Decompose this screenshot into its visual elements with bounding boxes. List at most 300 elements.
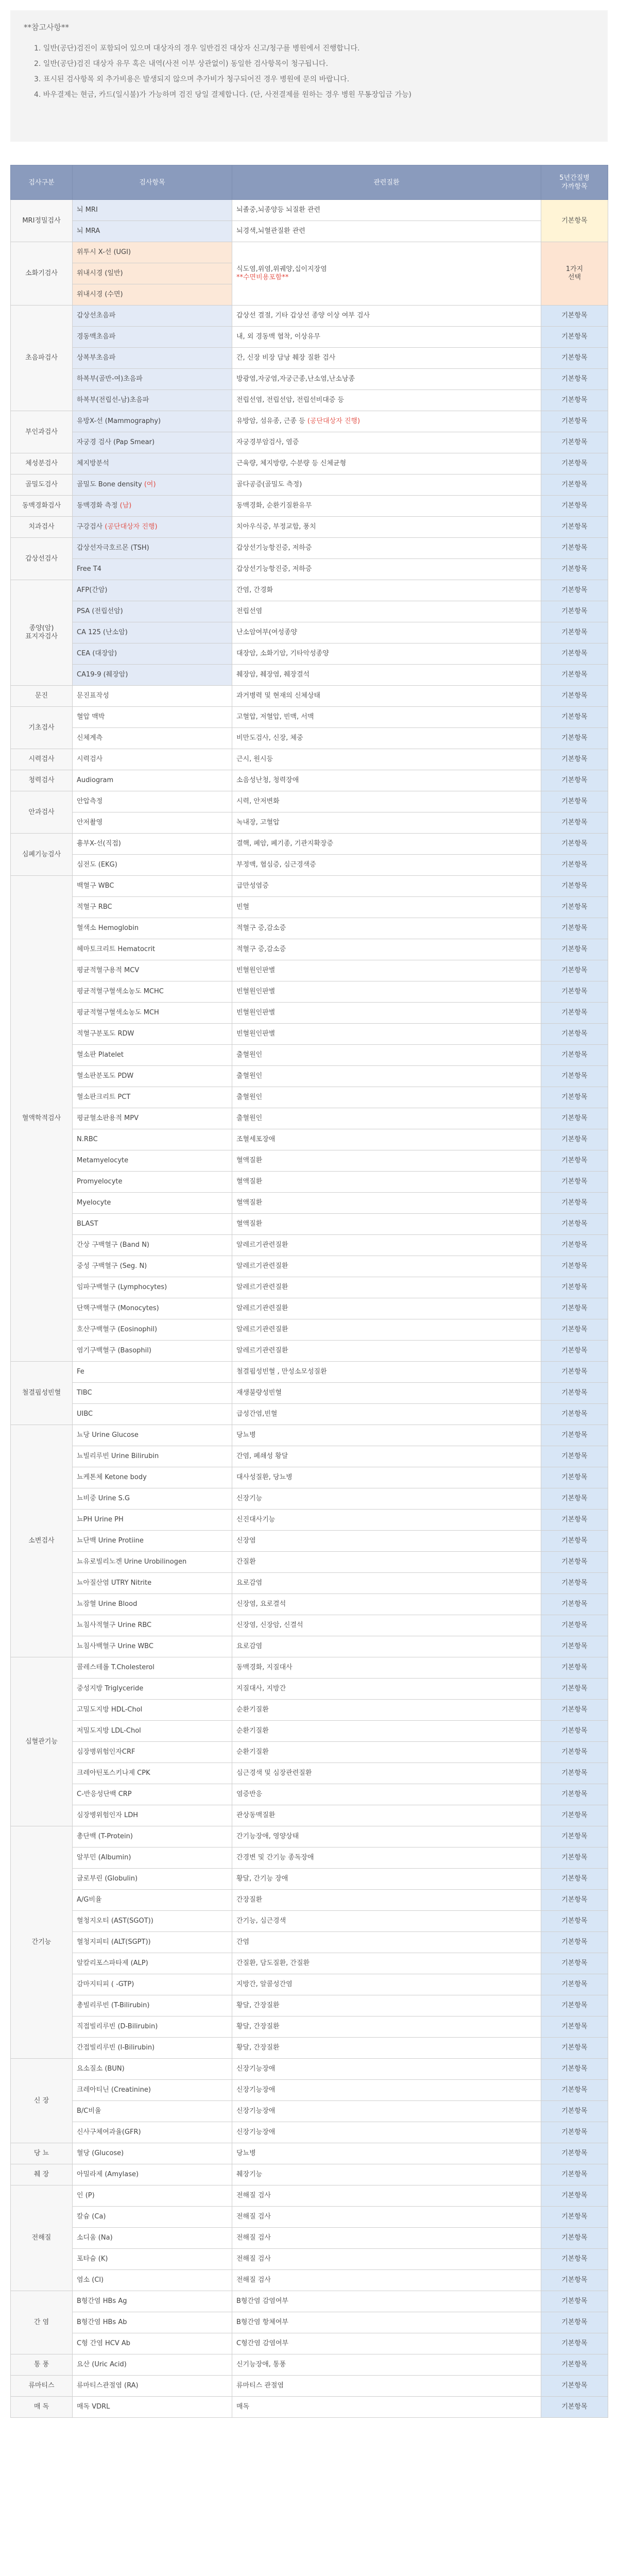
category-cell: 종양(암) 표지자검사: [11, 580, 73, 686]
disease-cell: 급성간염,빈혈: [232, 1404, 541, 1425]
value-cell: 기본항목: [541, 1763, 608, 1784]
value-cell: 기본항목: [541, 1425, 608, 1446]
disease-cell: 전해질 검사: [232, 2270, 541, 2291]
item-cell: 위내시경 (일반): [73, 263, 232, 284]
table-row: [11, 1488, 608, 1510]
item-text: 골밀도 Bone density: [77, 481, 144, 488]
value-cell: 기본항목: [541, 707, 608, 728]
item-cell: UIBC: [73, 1404, 232, 1425]
notice-line: 1. 일반(공단)검진이 포함되어 있으며 대상자의 경우 일반검진 대상자 신고/청구를 병원에서 진행합니다.: [34, 44, 360, 53]
category-cell: 동맥경화검사: [11, 496, 73, 517]
item-cell: 갑상선자극호르몬 (TSH): [73, 538, 232, 559]
disease-cell: 신장염, 신장암, 신결석: [232, 1615, 541, 1636]
item-cell: 심전도 (EKG): [73, 855, 232, 876]
disease-cell: 알레르기관련질환: [232, 1319, 541, 1341]
value-cell: 기본항목: [541, 517, 608, 538]
category-cell: 전해질: [11, 2185, 73, 2291]
value-cell: 기본항목: [541, 2164, 608, 2185]
value-cell: 기본항목: [541, 200, 608, 242]
value-cell: 기본항목: [541, 2122, 608, 2143]
disease-text: 식도염,위염,위궤양,십이지장염: [236, 265, 327, 273]
disease-cell: 당뇨병: [232, 2143, 541, 2164]
table-row: [11, 559, 608, 580]
disease-cell: 지방간, 알콜성간염: [232, 1974, 541, 1995]
table-row: [11, 622, 608, 643]
disease-cell: 혈액질환: [232, 1193, 541, 1214]
table-row: [11, 221, 608, 242]
table-row: [11, 369, 608, 390]
item-cell: 적혈구 RBC: [73, 897, 232, 918]
item-cell: 크레아티닌 (Creatinine): [73, 2080, 232, 2101]
category-cell: 청력검사: [11, 770, 73, 791]
value-cell: 기본항목: [541, 1974, 608, 1995]
disease-cell: 류마티스 관절염: [232, 2376, 541, 2397]
table-row: [11, 1805, 608, 1826]
value-cell: 기본항목: [541, 1003, 608, 1024]
item-cell: 중성 구백혈구 (Seg. N): [73, 1256, 232, 1277]
category-cell: 류마티스: [11, 2376, 73, 2397]
item-cell: TIBC: [73, 1383, 232, 1404]
disease-cell: 시력, 안저변화: [232, 791, 541, 812]
category-cell: 심혈관기능: [11, 1657, 73, 1826]
value-cell: 기본항목: [541, 939, 608, 960]
disease-cell: 신장기능: [232, 1488, 541, 1510]
category-cell: 치과검사: [11, 517, 73, 538]
table-row: [11, 1869, 608, 1890]
category-cell: 기초검사: [11, 707, 73, 749]
table-row: [11, 2101, 608, 2122]
disease-cell: 전립선염, 전립선암, 전립선비대증 등: [232, 390, 541, 411]
category-cell: 소변검사: [11, 1425, 73, 1657]
value-cell: 기본항목: [541, 981, 608, 1003]
disease-cell: 혈액질환: [232, 1214, 541, 1235]
item-cell: A/G비율: [73, 1890, 232, 1911]
category-cell: 췌 장: [11, 2164, 73, 2185]
table-row: [11, 728, 608, 749]
disease-cell: 신장기능장애: [232, 2059, 541, 2080]
disease-cell: 갑상선기능항진증, 저하증: [232, 559, 541, 580]
item-cell: 염소 (Cl): [73, 2270, 232, 2291]
item-cell: 뇨침사백혈구 Urine WBC: [73, 1636, 232, 1657]
item-cell: 신사구체여과율(GFR): [73, 2122, 232, 2143]
table-row: [11, 2122, 608, 2143]
item-cell: B형간염 HBs Ag: [73, 2291, 232, 2312]
item-cell: 크레아틴포스키나제 CPK: [73, 1763, 232, 1784]
item-cell: B형간염 HBs Ab: [73, 2312, 232, 2333]
value-cell: 기본항목: [541, 1636, 608, 1657]
item-cell: 평균적혈구혈색소농도 MCHC: [73, 981, 232, 1003]
value-cell: 기본항목: [541, 369, 608, 390]
value-cell: 기본항목: [541, 1531, 608, 1552]
item-cell: 알칼리포스파타제 (ALP): [73, 1953, 232, 1974]
table-row: [11, 517, 608, 538]
disease-cell: 신장기능장애: [232, 2122, 541, 2143]
value-cell: 기본항목: [541, 327, 608, 348]
disease-cell: 뇌경색,뇌혈관질환 관련: [232, 221, 541, 242]
value-cell: 기본항목: [541, 749, 608, 770]
table-row: [11, 707, 608, 728]
table-row: [11, 855, 608, 876]
category-cell: 당 뇨: [11, 2143, 73, 2164]
value-cell: 기본항목: [541, 918, 608, 939]
disease-cell: 간경변 및 간기능 종독장애: [232, 1848, 541, 1869]
table-row: [11, 2143, 608, 2164]
table-row: [11, 1193, 608, 1214]
disease-cell: 염증반응: [232, 1784, 541, 1805]
table-row: [11, 200, 608, 221]
category-cell: 시력검사: [11, 749, 73, 770]
table-row: [11, 665, 608, 686]
value-cell: 기본항목: [541, 1890, 608, 1911]
value-cell: 기본항목: [541, 1805, 608, 1826]
item-cell: 뇨빌리루빈 Urine Bilirubin: [73, 1446, 232, 1467]
disease-cell: 신기능장애, 통풍: [232, 2354, 541, 2376]
disease-cell: 요로감염: [232, 1636, 541, 1657]
table-row: [11, 2270, 608, 2291]
item-cell: 체지방분석: [73, 453, 232, 474]
table-row: [11, 2185, 608, 2207]
value-cell: 기본항목: [541, 2228, 608, 2249]
item-cell: 임파구백혈구 (Lymphocytes): [73, 1277, 232, 1298]
table-row: [11, 1129, 608, 1150]
item-cell: Audiogram: [73, 770, 232, 791]
category-cell: 골밀도검사: [11, 474, 73, 496]
value-cell: 기본항목: [541, 2207, 608, 2228]
table-row: [11, 876, 608, 897]
table-row: [11, 1657, 608, 1679]
table-row: [11, 1446, 608, 1467]
table-row: [11, 1404, 608, 1425]
disease-cell: 황달, 간기능 장애: [232, 1869, 541, 1890]
table-row: [11, 538, 608, 559]
disease-cell: C형간염 감염여부: [232, 2333, 541, 2354]
table-row: [11, 686, 608, 707]
table-row: [11, 306, 608, 327]
item-cell: 위투시 X-선 (UGI): [73, 242, 232, 263]
disease-cell: [232, 242, 541, 306]
value-cell: 기본항목: [541, 1488, 608, 1510]
disease-cell: 적혈구 증,감소증: [232, 939, 541, 960]
value-cell: 기본항목: [541, 1784, 608, 1805]
value-cell: 기본항목: [541, 2333, 608, 2354]
table-row: [11, 2291, 608, 2312]
disease-cell: 재생불량성빈혈: [232, 1383, 541, 1404]
disease-cell: 황달, 간장질환: [232, 1995, 541, 2016]
table-row: [11, 770, 608, 791]
value-cell: 기본항목: [541, 1742, 608, 1763]
item-note: (여): [144, 481, 156, 488]
item-cell: 평균혈소판용적 MPV: [73, 1108, 232, 1129]
disease-note: **수면비용포함**: [236, 274, 289, 281]
item-cell: 혈청지피티 (ALT(SGPT)): [73, 1932, 232, 1953]
table-row: [11, 2228, 608, 2249]
table-row: [11, 1700, 608, 1721]
item-cell: 요소질소 (BUN): [73, 2059, 232, 2080]
disease-cell: 빈혈원인판별: [232, 960, 541, 981]
header-value: 5년간질병 가까항목: [541, 165, 608, 200]
item-cell: 포타슘 (K): [73, 2249, 232, 2270]
item-cell: [73, 496, 232, 517]
item-note: (공단대상자 진행): [105, 523, 158, 531]
value-cell: 기본항목: [541, 1150, 608, 1172]
disease-cell: 치아우식증, 부정교합, 풍치: [232, 517, 541, 538]
disease-cell: 알레르기관련질환: [232, 1235, 541, 1256]
value-cell: 기본항목: [541, 876, 608, 897]
table-row: [11, 1425, 608, 1446]
disease-cell: 동맥경화, 순환기질환유무: [232, 496, 541, 517]
disease-cell: 철결핍성빈혈 , 만성소모성질환: [232, 1362, 541, 1383]
value-cell: 기본항목: [541, 559, 608, 580]
disease-cell: 빈혈: [232, 897, 541, 918]
item-cell: 뇨비중 Urine S.G: [73, 1488, 232, 1510]
disease-cell: 간기능장애, 영양상태: [232, 1826, 541, 1848]
value-cell: 기본항목: [541, 1657, 608, 1679]
item-cell: 감마지티피 ( -GTP): [73, 1974, 232, 1995]
value-cell: 기본항목: [541, 1319, 608, 1341]
table-row: [11, 580, 608, 601]
item-cell: 신체계측: [73, 728, 232, 749]
disease-cell: 간질환, 담도질환, 간질환: [232, 1953, 541, 1974]
item-cell: 호산구백혈구 (Eosinophil): [73, 1319, 232, 1341]
table-row: [11, 411, 608, 432]
value-cell: 기본항목: [541, 580, 608, 601]
item-cell: 소디움 (Na): [73, 2228, 232, 2249]
table-row: [11, 1679, 608, 1700]
item-cell: 적혈구분포도 RDW: [73, 1024, 232, 1045]
table-row: [11, 1911, 608, 1932]
table-row: [11, 453, 608, 474]
value-cell: 기본항목: [541, 2397, 608, 2418]
item-cell: 평균적혈구용적 MCV: [73, 960, 232, 981]
disease-cell: 황달, 간장질환: [232, 2038, 541, 2059]
value-cell: 기본항목: [541, 834, 608, 855]
item-cell: 문진표작성: [73, 686, 232, 707]
disease-cell: 전해질 검사: [232, 2185, 541, 2207]
disease-cell: 간염, 간경화: [232, 580, 541, 601]
item-cell: 혈당 (Glucose): [73, 2143, 232, 2164]
table-row: [11, 1995, 608, 2016]
category-cell: 철결핍성빈혈: [11, 1362, 73, 1425]
category-cell: 매 독: [11, 2397, 73, 2418]
disease-cell: 췌장기능: [232, 2164, 541, 2185]
disease-cell: 녹내장, 고혈압: [232, 812, 541, 834]
item-cell: 직접빌리루빈 (D-Bilirubin): [73, 2016, 232, 2038]
item-cell: 뇨케톤체 Ketone body: [73, 1467, 232, 1488]
header-item: 검사항목: [73, 165, 232, 200]
table-row: [11, 2059, 608, 2080]
value-cell: 기본항목: [541, 2249, 608, 2270]
item-cell: 뇨유로빌리노겐 Urine Urobilinogen: [73, 1552, 232, 1573]
value-cell: 기본항목: [541, 1024, 608, 1045]
value-cell: 기본항목: [541, 1721, 608, 1742]
disease-cell: 신장염: [232, 1531, 541, 1552]
item-cell: 염기구백혈구 (Basophil): [73, 1341, 232, 1362]
item-cell: N.RBC: [73, 1129, 232, 1150]
disease-cell: 고혈압, 저혈압, 빈맥, 서맥: [232, 707, 541, 728]
table-row: [11, 2312, 608, 2333]
value-cell: 기본항목: [541, 1826, 608, 1848]
item-cell: 혈소판 Platelet: [73, 1045, 232, 1066]
disease-cell: 빈혈원인판별: [232, 1024, 541, 1045]
disease-cell: 대사성질환, 당뇨병: [232, 1467, 541, 1488]
disease-cell: 신장기능장애: [232, 2080, 541, 2101]
table-row: [11, 1932, 608, 1953]
disease-cell: 췌장암, 췌장염, 췌장결석: [232, 665, 541, 686]
disease-cell: 알레르기관련질환: [232, 1341, 541, 1362]
table-row: [11, 1573, 608, 1594]
value-cell: 기본항목: [541, 2376, 608, 2397]
table-row: [11, 1256, 608, 1277]
item-cell: 위내시경 (수면): [73, 284, 232, 306]
value-cell: 기본항목: [541, 960, 608, 981]
item-cell: 혈소판분포도 PDW: [73, 1066, 232, 1087]
table-row: [11, 643, 608, 665]
item-cell: 글로부린 (Globulin): [73, 1869, 232, 1890]
item-cell: Fe: [73, 1362, 232, 1383]
item-cell: PSA (전립선암): [73, 601, 232, 622]
item-cell: 칼슘 (Ca): [73, 2207, 232, 2228]
disease-cell: 심근경색 및 심장관련질환: [232, 1763, 541, 1784]
table-row: [11, 1763, 608, 1784]
table-row: [11, 1045, 608, 1066]
disease-cell: 간기능, 심근경색: [232, 1911, 541, 1932]
table-row: [11, 1150, 608, 1172]
table-row: [11, 2354, 608, 2376]
category-cell: 심폐기능검사: [11, 834, 73, 876]
header-disease: 관련질환: [232, 165, 541, 200]
disease-cell: 적혈구 증,감소증: [232, 918, 541, 939]
notice-box: [10, 10, 608, 142]
table-row: [11, 1024, 608, 1045]
item-cell: 갑상선초음파: [73, 306, 232, 327]
item-cell: 하복부(골반-여)초음파: [73, 369, 232, 390]
table-row: [11, 1974, 608, 1995]
disease-cell: 간염, 폐쇄성 황달: [232, 1446, 541, 1467]
table-row: [11, 812, 608, 834]
table-row: [11, 432, 608, 453]
table-row: [11, 2249, 608, 2270]
value-cell: 기본항목: [541, 1214, 608, 1235]
value-cell: 기본항목: [541, 728, 608, 749]
table-row: [11, 939, 608, 960]
item-cell: Free T4: [73, 559, 232, 580]
item-cell: 아밀라제 (Amylase): [73, 2164, 232, 2185]
disease-cell: 신장기능장애: [232, 2101, 541, 2122]
item-cell: 요산 (Uric Acid): [73, 2354, 232, 2376]
disease-cell: 동맥경화, 지질대사: [232, 1657, 541, 1679]
notice-line: 2. 일반(공단)검진 대상자 유무 혹은 내역(사전 이부 상관없이) 동일한 검사항목이 청구됩니다.: [34, 60, 329, 68]
item-cell: 뇨잠혈 Urine Blood: [73, 1594, 232, 1615]
disease-cell: 알레르기관련질환: [232, 1277, 541, 1298]
category-cell: 혈액학적검사: [11, 876, 73, 1362]
table-row: [11, 1087, 608, 1108]
table-row: [11, 1636, 608, 1657]
item-cell: 알부민 (Albumin): [73, 1848, 232, 1869]
value-cell: 기본항목: [541, 2016, 608, 2038]
category-cell: 간 염: [11, 2291, 73, 2354]
value-cell: 기본항목: [541, 1362, 608, 1383]
category-cell: 부인과검사: [11, 411, 73, 453]
disease-cell: 내, 외 경동맥 협착, 이상유무: [232, 327, 541, 348]
item-cell: 매독 VDRL: [73, 2397, 232, 2418]
item-cell: Metamyelocyte: [73, 1150, 232, 1172]
value-cell: 기본항목: [541, 1679, 608, 1700]
table-row: [11, 348, 608, 369]
disease-cell: 순환기질환: [232, 1700, 541, 1721]
item-cell: [73, 517, 232, 538]
item-cell: 안저촬영: [73, 812, 232, 834]
value-cell: 기본항목: [541, 1235, 608, 1256]
item-text: 동맥경화 측정: [77, 502, 120, 510]
disease-cell: 출혈원인: [232, 1066, 541, 1087]
value-cell: 기본항목: [541, 496, 608, 517]
disease-cell: 빈혈원인판별: [232, 981, 541, 1003]
disease-cell: 조혈세포장애: [232, 1129, 541, 1150]
table-row: [11, 1383, 608, 1404]
disease-cell: B형간염 항체여부: [232, 2312, 541, 2333]
table-row: [11, 981, 608, 1003]
disease-cell: 간질환: [232, 1552, 541, 1573]
value-cell: 기본항목: [541, 1066, 608, 1087]
table-header-row: [11, 165, 608, 200]
disease-cell: 부정맥, 협심증, 심근경색증: [232, 855, 541, 876]
value-cell: 기본항목: [541, 770, 608, 791]
table-row: [11, 1277, 608, 1298]
item-cell: 심장병위험인자CRF: [73, 1742, 232, 1763]
table-row: [11, 918, 608, 939]
table-row: [11, 1510, 608, 1531]
disease-cell: 결핵, 폐암, 폐기종, 기관지확장증: [232, 834, 541, 855]
item-cell: 류마티스관절염 (RA): [73, 2376, 232, 2397]
table-row: [11, 1531, 608, 1552]
item-cell: 간상 구백혈구 (Band N): [73, 1235, 232, 1256]
value-cell: 기본항목: [541, 2101, 608, 2122]
table-row: [11, 897, 608, 918]
disease-cell: 근육량, 체지방량, 수분량 등 신체균형: [232, 453, 541, 474]
item-cell: 중성지방 Triglyceride: [73, 1679, 232, 1700]
notice-line: 3. 표시된 검사항목 외 추가비용은 발생되지 않으며 추가비가 청구되어진 경우 병원에 문의 바랍니다.: [34, 75, 350, 83]
item-note: (남): [119, 502, 132, 510]
table-row: [11, 749, 608, 770]
item-cell: 간접빌리루빈 (I-Bilirubin): [73, 2038, 232, 2059]
item-cell: 헤마토크리트 Hematocrit: [73, 939, 232, 960]
value-cell: 기본항목: [541, 1277, 608, 1298]
value-cell: 기본항목: [541, 411, 608, 432]
item-cell: 총단백 (T-Protein): [73, 1826, 232, 1848]
disease-cell: 신장염, 요로결석: [232, 1594, 541, 1615]
value-cell: 기본항목: [541, 1932, 608, 1953]
table-row: [11, 791, 608, 812]
item-cell: 혈색소 Hemoglobin: [73, 918, 232, 939]
category-cell: MRI정밀검사: [11, 200, 73, 242]
value-cell: 기본항목: [541, 1953, 608, 1974]
item-cell: 뇨당 Urine Glucose: [73, 1425, 232, 1446]
item-cell: 심장병위험인자 LDH: [73, 1805, 232, 1826]
table-row: [11, 1721, 608, 1742]
item-cell: CA 125 (난소암): [73, 622, 232, 643]
notice-line: 4. 바우결제는 현금, 카드(일시불)가 가능하며 검진 당일 결제합니다. (단, 사전결제를 원하는 경우 병원 무통장입금 가능): [34, 91, 411, 99]
item-cell: 상복부초음파: [73, 348, 232, 369]
item-cell: 시력검사: [73, 749, 232, 770]
disease-cell: 혈액질환: [232, 1172, 541, 1193]
item-cell: CEA (대장암): [73, 643, 232, 665]
value-cell: 기본항목: [541, 1911, 608, 1932]
table-row: [11, 1826, 608, 1848]
item-cell: 뇨침사적혈구 Urine RBC: [73, 1615, 232, 1636]
table-row: [11, 1298, 608, 1319]
table-row: [11, 834, 608, 855]
category-cell: 체성분검사: [11, 453, 73, 474]
